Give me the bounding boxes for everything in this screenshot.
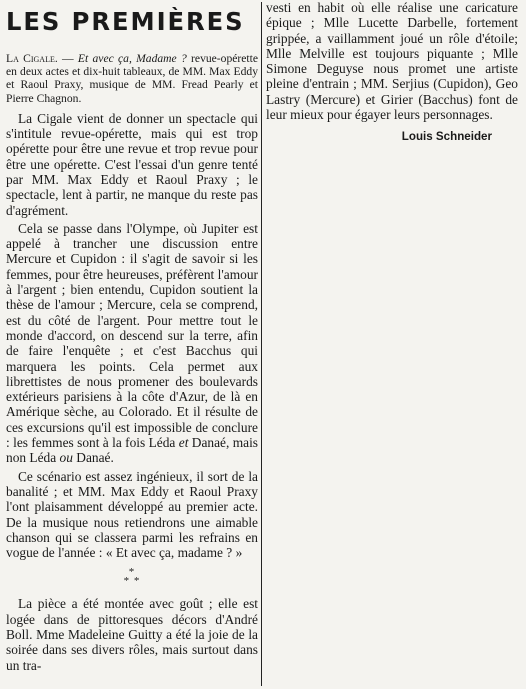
venue-name: La Cigale. xyxy=(6,52,58,65)
asterism-top: * xyxy=(128,566,136,579)
play-title: Et avec ça, Madame ? xyxy=(77,52,187,65)
play-subhead xyxy=(6,52,258,105)
subhead-credits: revue-opérette en deux actes et dix-huit tableaux, de MM. Max Eddy et Raoul Praxy, musique de MM. Fread Pearly et Pierre Chagnon. xyxy=(6,52,259,105)
paragraph-cast: vesti en habit où elle réalise une caricature épique ; Mlle Lucette Darbelle, fortement grippée, a vaillamment joué un rôle d'étoile; Mlle Melville est toujours piquante ; Mlle Simone Deguyse nous promet une artiste pleine d'entrain ; MM. Serjius (Cupidon), Geo Lastry (Mercure) et Girier (Bacchus) font de leur mieux pour égayer leurs personnages. xyxy=(266,0,518,123)
author-signature: Louis Schneider xyxy=(401,130,492,144)
plot-text-3: Danaé. xyxy=(72,450,114,466)
right-column xyxy=(266,0,518,143)
left-column xyxy=(6,0,258,673)
subhead-dash: — xyxy=(57,52,78,65)
paragraph-intro: La Cigale vient de donner un spectacle qui s'intitule revue-opérette, mais qui est trop opérette pour être une revue et trop revue pour être une opérette. C'est l'essai d'un genre tenté par MM. Max Eddy et Raoul Praxy ; le spectacle, lent à partir, ne manque du reste pas d'agrément. xyxy=(6,110,258,218)
section-heading: LES PREMIÈRES xyxy=(6,7,245,36)
paragraph-scenario: Ce scénario est assez ingénieux, il sort de la banalité ; et MM. Max Eddy et Raoul Praxy l'ont plaisamment développé au premier acte. De la musique nous retiendrons une aimable chanson qui se classera parmi les refrains en vogue de l'année : « Et avec ça, madame ? » xyxy=(6,468,258,561)
column-rule xyxy=(261,2,262,686)
asterism-bottom: * * xyxy=(123,575,141,588)
paragraph-plot xyxy=(6,221,258,466)
plot-italic-ou: ou xyxy=(59,450,73,466)
plot-italic-et: et xyxy=(178,435,189,451)
asterism-divider xyxy=(6,568,258,586)
plot-text-2: Danaé, mais non Léda xyxy=(6,435,259,466)
paragraph-staging: La pièce a été montée avec goût ; elle est logée dans de pittoresques décors d'André Boll. Mme Madeleine Guitty a été la joie de la soirée dans ses divers rôles, mais surtout dans un tra- xyxy=(6,596,258,673)
plot-text-1: Cela se passe dans l'Olympe, où Jupiter est appelé à trancher une discussion entre Mercure et Cupidon : il s'agit de savoir si les femmes, pour être heureuses, préfèrent l'amour à l'argent ; bien entendu, Cupidon soutient la thèse de l'amour ; Mercure, cela se comprend, est du côté de l'argent. Pour mettre tout le monde d'accord, on descend sur la terre, afin de faire l'enquête ; et c'est Bacchus qui marquera les points. Cela permet aux librettistes de nous promener des boulevards extérieurs parisiens à la côte d'Azur, de là en Amérique sèche, au Colorado. Et il résulte de ces excursions qu'il est impossible de conclure : les femmes sont à la fois Léda xyxy=(6,220,258,451)
